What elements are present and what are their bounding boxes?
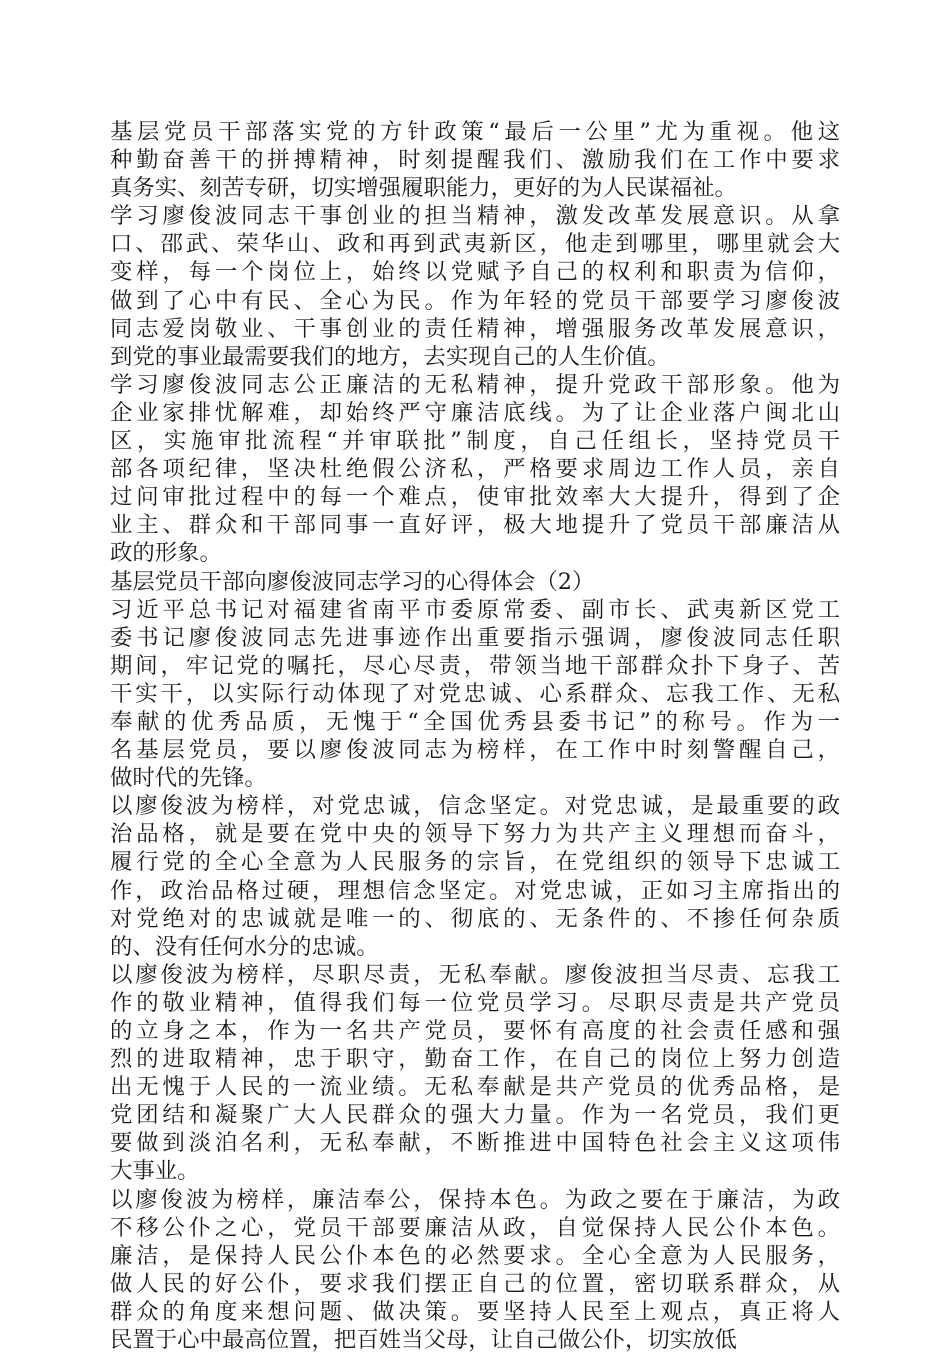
text-line: 口、邵武、荣华山、政和再到武夷新区，他走到哪里，哪里就会大 (110, 231, 840, 258)
text-line: 部各项纪律，坚决杜绝假公济私，严格要求周边工作人员，亲自 (110, 456, 840, 483)
text-line: 做时代的先锋。 (110, 765, 267, 792)
text-line: 学习廖俊波同志公正廉洁的无私精神，提升党政干部形象。他为 (110, 371, 840, 398)
text-line: 种勤奋善干的拼搏精神，时刻提醒我们、激励我们在工作中要求 (110, 147, 840, 174)
text-line: 以廖俊波为榜样，廉洁奉公，保持本色。为政之要在于廉洁，为政 (110, 1186, 840, 1213)
text-line: 党团结和凝聚广大人民群众的强大力量。作为一名党员，我们更 (110, 1102, 840, 1129)
text-line: 不移公仆之心，党员干部要廉洁从政，自觉保持人民公仆本色。 (110, 1214, 840, 1241)
text-line: 奉献的优秀品质，无愧于“全国优秀县委书记”的称号。作为一 (110, 708, 840, 735)
text-line: 政的形象。 (110, 540, 222, 567)
text-line: 做到了心中有民、全心为民。作为年轻的党员干部要学习廖俊波 (110, 287, 840, 314)
text-line: 变样，每一个岗位上，始终以党赋予自己的权利和职责为信仰， (110, 259, 840, 286)
text-line: 做人民的好公仆，要求我们摆正自己的位置，密切联系群众，从 (110, 1270, 840, 1297)
text-line: 基层党员干部落实党的方针政策“最后一公里”尤为重视。他这 (110, 119, 840, 145)
text-line: 大事业。 (110, 1158, 200, 1185)
text-line: 委书记廖俊波同志先进事迹作出重要指示强调，廖俊波同志任职 (110, 624, 840, 651)
text-line: 的立身之本，作为一名共产党员，要怀有高度的社会责任感和强 (110, 1018, 840, 1044)
text-line: 群众的角度来想问题、做决策。要坚持人民至上观点，真正将人 (110, 1298, 840, 1325)
text-line: 治品格，就是要在党中央的领导下努力为共产主义理想而奋斗， (110, 821, 840, 848)
text-line: 企业家排忧解难，却始终严守廉洁底线。为了让企业落户闽北山 (110, 399, 840, 426)
text-line: 民置于心中最高位置，把百姓当父母，让自己做公仆，切实放低 (110, 1327, 737, 1354)
text-line: 履行党的全心全意为人民服务的宗旨，在党组织的领导下忠诚工 (110, 849, 840, 876)
text-line: 到党的事业最需要我们的地方，去实现自己的人生价值。 (110, 343, 670, 370)
text-line: 习近平总书记对福建省南平市委原常委、副市长、武夷新区党工 (110, 596, 840, 623)
text-line: 的、没有任何水分的忠诚。 (110, 933, 379, 960)
text-line: 以廖俊波为榜样，对党忠诚，信念坚定。对党忠诚，是最重要的政 (110, 793, 840, 820)
paragraph (110, 792, 840, 961)
text-line: 以廖俊波为榜样，尽职尽责，无私奉献。廖俊波担当尽责、忘我工 (110, 961, 840, 988)
paragraph (110, 1186, 840, 1354)
text-line: 真务实、刻苦专研，切实增强履职能力，更好的为人民谋福祉。 (110, 175, 737, 202)
document-body (110, 118, 840, 1354)
text-line: 区，实施审批流程“并审联批”制度，自己任组长，坚持党员干 (110, 428, 840, 455)
paragraph (110, 596, 840, 793)
text-line: 学习廖俊波同志干事创业的担当精神，激发改革发展意识。从拿 (110, 203, 840, 230)
text-line: 烈的进取精神，忠于职守，勤奋工作，在自己的岗位上努力创造 (110, 1046, 840, 1073)
text-line: 出无愧于人民的一流业绩。无私奉献是共产党员的优秀品格，是 (110, 1074, 840, 1101)
text-line: 作的敬业精神，值得我们每一位党员学习。尽职尽责是共产党员 (110, 989, 840, 1016)
paragraph (110, 961, 840, 1186)
text-line: 业主、群众和干部同事一直好评，极大地提升了党员干部廉洁从 (110, 512, 840, 539)
paragraph (110, 371, 840, 568)
text-line: 要做到淡泊名利，无私奉献，不断推进中国特色社会主义这项伟 (110, 1130, 840, 1157)
text-line: 期间，牢记党的嘱托，尽心尽责，带领当地干部群众扑下身子、苦 (110, 652, 840, 679)
text-line: 过问审批过程中的每一个难点，使审批效率大大提升，得到了企 (110, 484, 840, 511)
paragraph (110, 118, 840, 202)
text-line: 作，政治品格过硬，理想信念坚定。对党忠诚，正如习主席指出的 (110, 877, 840, 904)
text-line: 对党绝对的忠诚就是唯一的、彻底的、无条件的、不掺任何杂质 (110, 905, 840, 932)
text-line: 名基层党员，要以廖俊波同志为榜样，在工作中时刻警醒自己， (110, 737, 840, 764)
text-line: 同志爱岗敬业、干事创业的责任精神，增强服务改革发展意识， (110, 315, 840, 342)
text-line: 廉洁，是保持人民公仆本色的必然要求。全心全意为人民服务， (110, 1242, 840, 1269)
text-line: 干实干，以实际行动体现了对党忠诚、心系群众、忘我工作、无私 (110, 680, 840, 707)
text-line: 基层党员干部向廖俊波同志学习的心得体会（2） (110, 568, 595, 595)
section-heading (110, 568, 840, 596)
paragraph (110, 202, 840, 371)
